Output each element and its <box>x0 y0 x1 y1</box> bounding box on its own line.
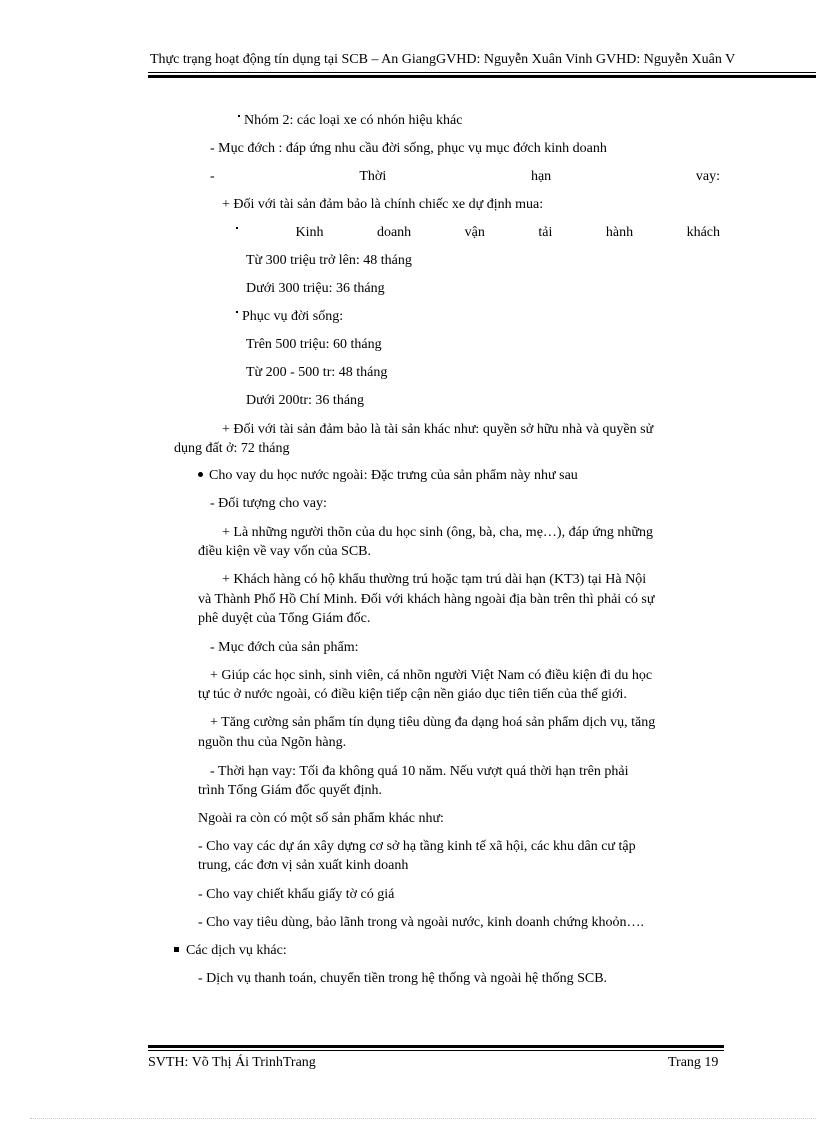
body-line: + Khách hàng có hộ khẩu thường trú hoặc tạm trú dài hạn (KT3) tại Hà Nội <box>222 572 647 587</box>
page-number: Trang 19 <box>668 1055 719 1070</box>
header-rule-thin <box>148 72 816 73</box>
body-line: Trên 500 triệu: 60 tháng <box>246 337 382 352</box>
body-line: phê duyệt của Tổng Giám đốc. <box>198 611 371 626</box>
body-line: + Tăng cường sản phẩm tín dụng tiêu dùng đa dạng hoá sản phẩm dịch vụ, tăng <box>210 715 656 730</box>
page-header: Thực trạng hoạt động tín dụng tại SCB – An GiangGVHD: Nguyễn Xuân Vinh GVHD: Nguyễn Xuân V <box>150 52 736 67</box>
body-line: - Đối tượng cho vay: <box>210 496 327 511</box>
body-line: Từ 200 - 500 tr: 48 tháng <box>246 365 388 380</box>
body-line: Cho vay du học nước ngoài: Đặc trưng của sản phẩm này như sau <box>198 467 578 485</box>
body-line-justified: Kinh doanh vận tải hành khách <box>236 224 720 242</box>
body-line: - Cho vay các dự án xây dựng cơ sở hạ tầng kinh tế xã hội, các khu dân cư tập <box>198 839 636 854</box>
body-line: trung, các đơn vị sản xuất kinh doanh <box>198 858 409 873</box>
bullet-icon <box>238 115 240 117</box>
body-line: Các dịch vụ khác: <box>174 942 287 960</box>
body-line: + Đối với tài sản đảm bảo là chính chiếc xe dự định mua: <box>222 197 544 212</box>
bullet-icon <box>236 311 238 313</box>
body-line: - Dịch vụ thanh toán, chuyển tiền trong hệ thống và ngoài hệ thống SCB. <box>198 971 608 986</box>
body-line: nguồn thu của Ngõn hàng. <box>198 735 347 750</box>
body-line: Dưới 300 triệu: 36 tháng <box>246 281 385 296</box>
body-line: + Là những người thõn của du học sinh (ông, bà, cha, mẹ…), đáp ứng những <box>222 525 653 540</box>
body-line: - Thời hạn vay: Tối đa không quá 10 năm. Nếu vượt quá thời hạn trên phải <box>210 764 629 779</box>
body-line: Nhóm 2: các loại xe có nhón hiệu khác <box>238 112 462 130</box>
body-line: Dưới 200tr: 36 tháng <box>246 393 365 408</box>
body-line: - Cho vay chiết khấu giấy tờ có giá <box>198 887 395 902</box>
bullet-icon <box>236 224 242 242</box>
header-rule-thick <box>148 75 816 78</box>
body-line-justified: - Thời hạn vay: <box>210 169 720 184</box>
body-line: Ngoài ra còn có một số sản phẩm khác như: <box>198 811 444 826</box>
footer-rule-thick <box>148 1045 724 1048</box>
body-line: + Giúp các học sinh, sinh viên, cá nhõn người Việt Nam có điều kiện đi du học <box>210 668 653 683</box>
footer-author: SVTH: Võ Thị Ái TrinhTrang <box>148 1055 316 1070</box>
body-line: - Mục đớch của sản phẩm: <box>210 640 359 655</box>
body-line: - Cho vay tiêu dùng, bảo lãnh trong và ngoài nước, kinh doanh chứng khoỏn…. <box>198 915 645 930</box>
square-bullet-icon <box>174 947 179 952</box>
body-line: trình Tổng Giám đốc quyết định. <box>198 783 383 798</box>
body-line: và Thành Phố Hồ Chí Minh. Đối với khách hàng ngoài địa bàn trên thì phải có sự <box>198 592 655 607</box>
body-line: - Mục đớch : đáp ứng nhu cầu đời sống, phục vụ mục đớch kinh doanh <box>210 141 607 156</box>
body-line: tự túc ở nước ngoài, có điều kiện tiếp cận nền giáo dục tiên tiến của thế giới. <box>198 687 627 702</box>
footer-rule-thin <box>148 1050 724 1051</box>
body-line: điều kiện về vay vốn của SCB. <box>198 544 372 559</box>
page-edge-rule <box>30 1118 816 1119</box>
body-line: dụng đất ở: 72 tháng <box>174 441 290 456</box>
bullet-icon <box>198 472 203 477</box>
body-line: Từ 300 triệu trở lên: 48 tháng <box>246 253 412 268</box>
body-line: Phục vụ đời sống: <box>236 308 343 326</box>
body-line: + Đối với tài sản đảm bảo là tài sản khác như: quyền sở hữu nhà và quyền sử <box>222 422 654 437</box>
